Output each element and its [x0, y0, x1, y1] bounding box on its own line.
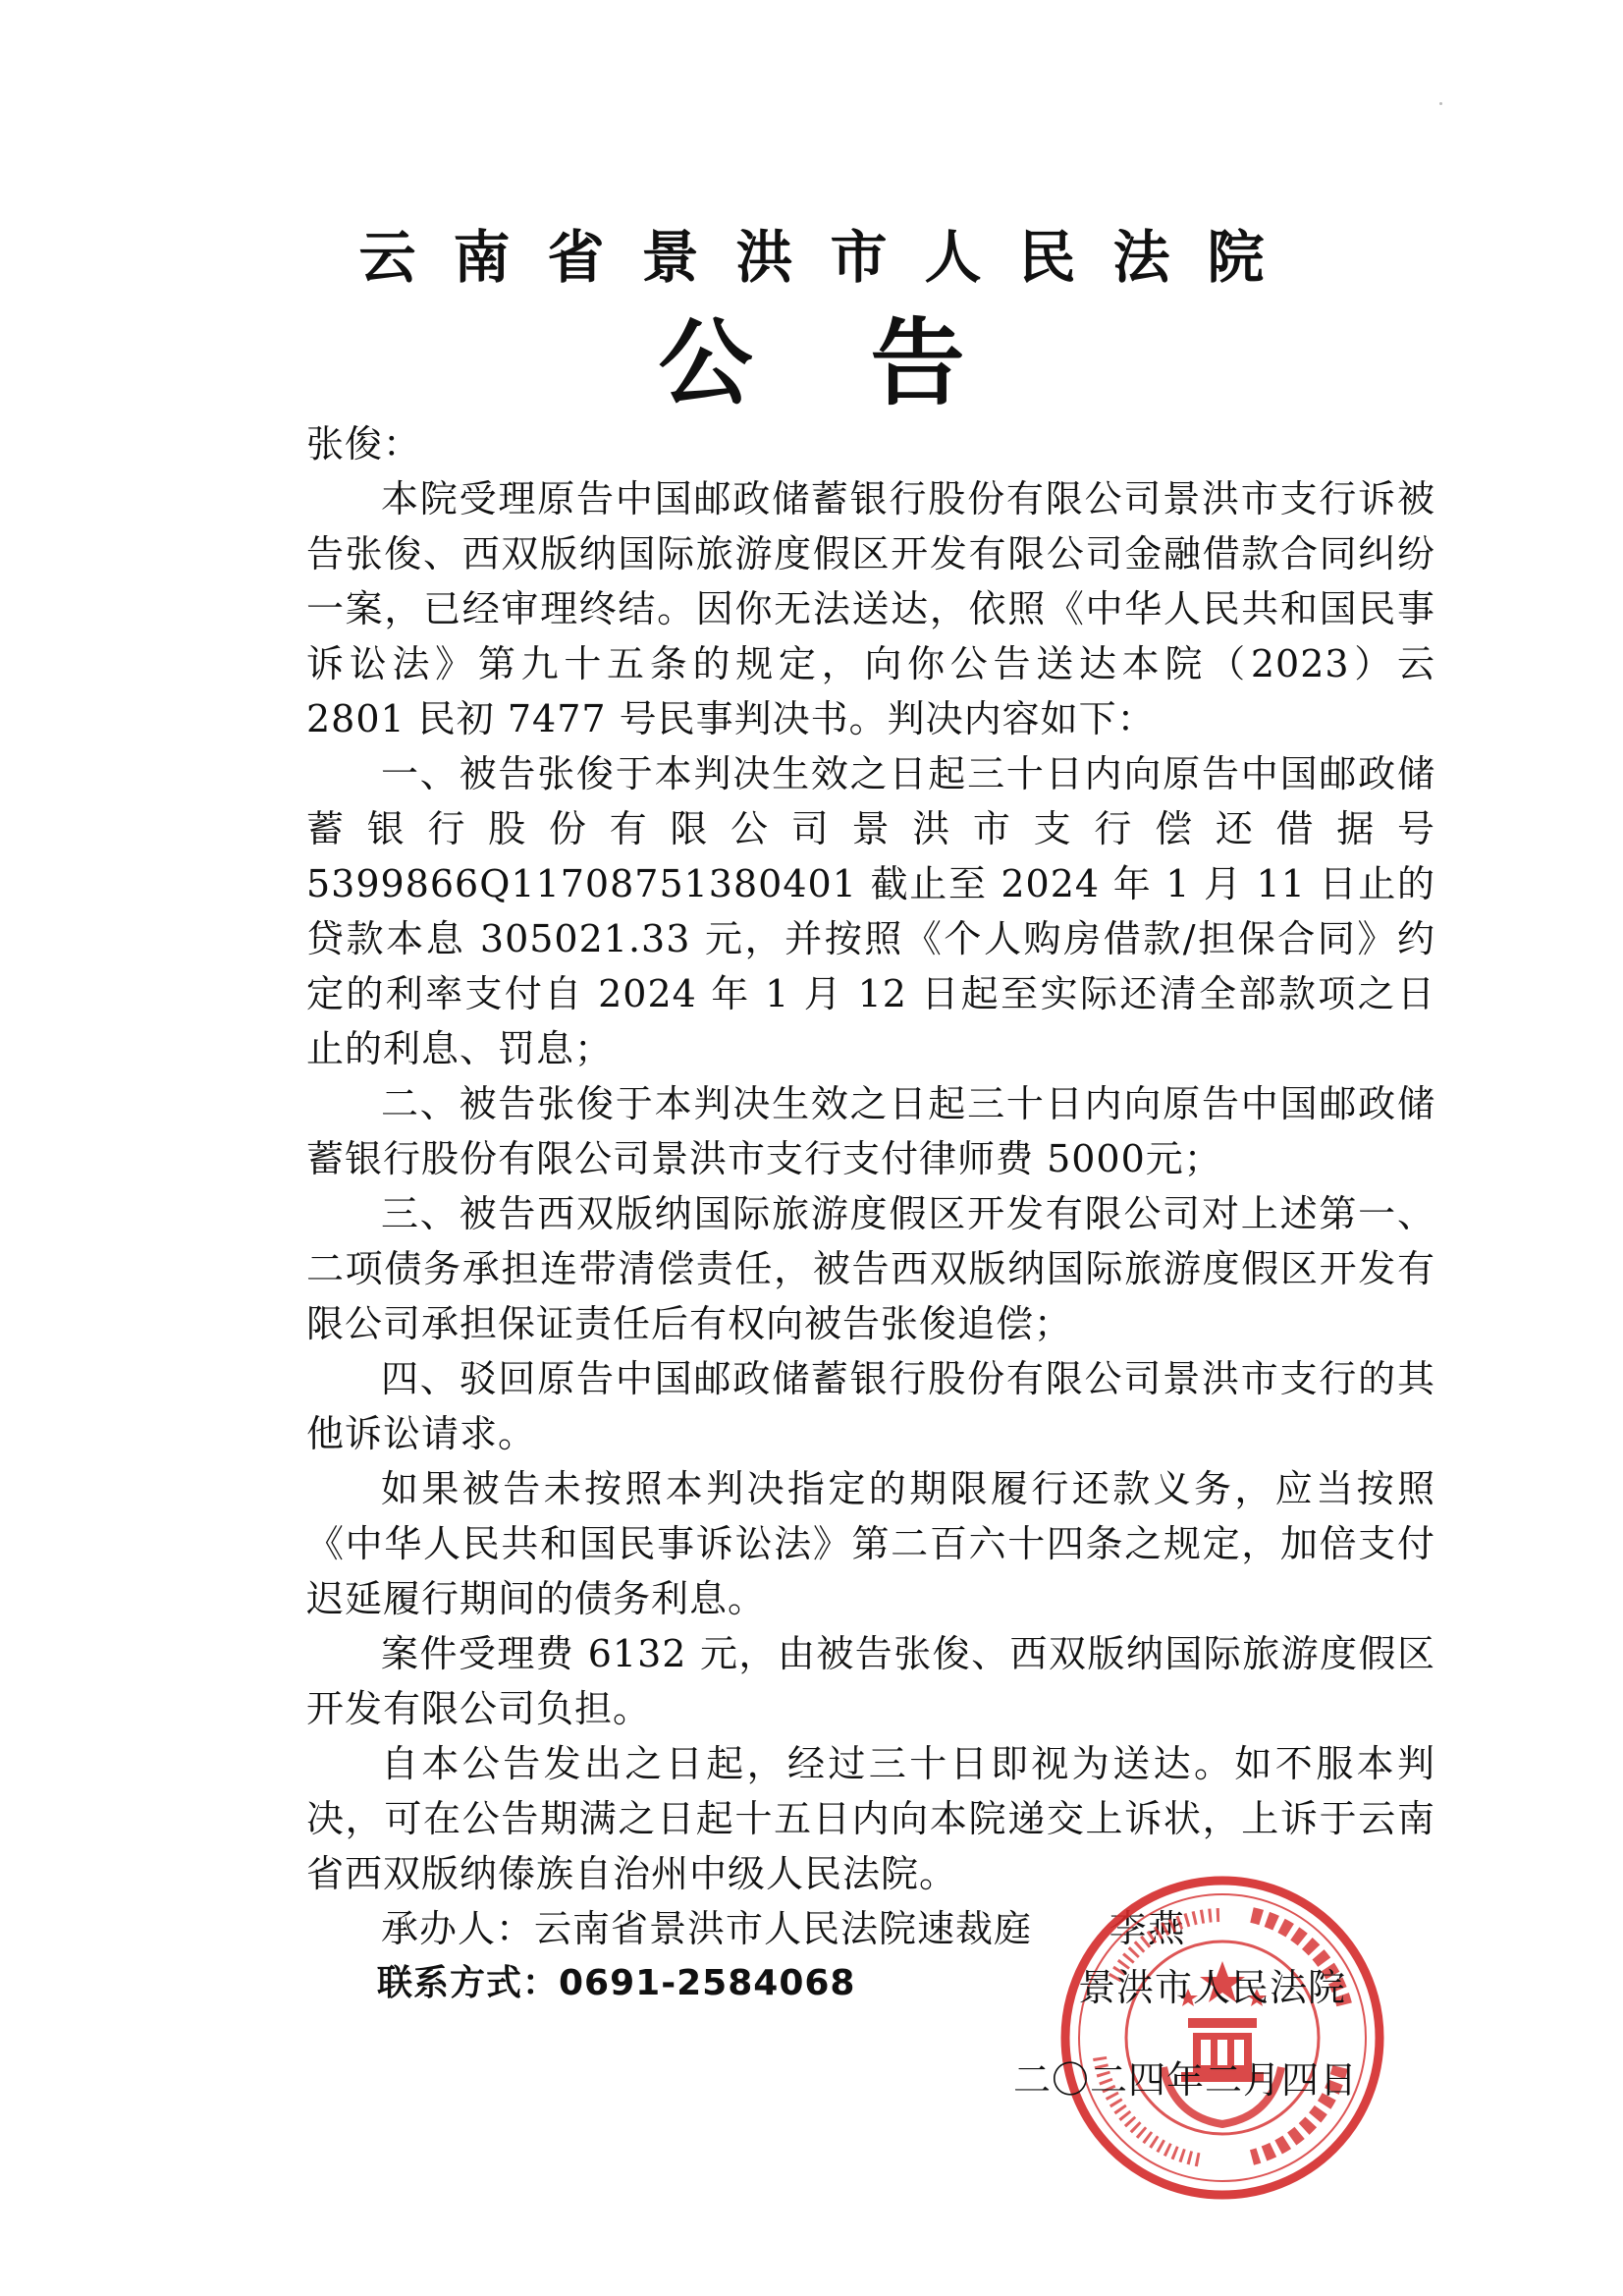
paragraph-judgment-item-3: 三、被告西双版纳国际旅游度假区开发有限公司对上述第一、二项债务承担连带清偿责任，被告西双版纳国际旅游度假区开发有限公司承担保证责任后有权向被告张俊追偿；	[306, 1192, 1435, 1345]
paragraph-judgment-item-2: 二、被告张俊于本判决生效之日起三十日内向原告中国邮政储蓄银行股份有限公司景洪市支行支付律师费 5000元；	[306, 1082, 1435, 1180]
paragraph-service-and-appeal: 自本公告发出之日起，经过三十日即视为送达。如不服本判决，可在公告期满之日起十五日内向本院递交上诉状，上诉于云南省西双版纳傣族自治州中级人民法院。	[306, 1742, 1435, 1895]
salutation: 张俊：	[306, 422, 422, 465]
notice-body	[306, 416, 1435, 2011]
paragraph-case-intro: 本院受理原告中国邮政储蓄银行股份有限公司景洪市支行诉被告张俊、西双版纳国际旅游度假区开发有限公司金融借款合同纠纷一案，已经审理终结。因你无法送达，依照《中华人民共和国民事诉讼法》第九十五条的规定，向你公告送达本院（2023）云 2801 民初 7477 号民事判决书。判决内容如下：	[306, 477, 1435, 740]
signature-court-name: 景洪市人民法院	[1078, 1966, 1347, 2009]
contact-line: 联系方式：0691-2584068	[377, 1963, 856, 2003]
paragraph-case-fee: 案件受理费 6132 元，由被告张俊、西双版纳国际旅游度假区开发有限公司负担。	[306, 1632, 1435, 1730]
paragraph-judgment-item-4: 四、驳回原告中国邮政储蓄银行股份有限公司景洪市支行的其他诉讼请求。	[306, 1357, 1435, 1455]
paragraph-late-interest: 如果被告未按照本判决指定的期限履行还款义务，应当按照《中华人民共和国民事诉讼法》第二百六十四条之规定，加倍支付迟延履行期间的债务利息。	[306, 1467, 1435, 1620]
document-type-heading: 公告	[658, 308, 1083, 418]
paragraph-judgment-item-1: 一、被告张俊于本判决生效之日起三十日内向原告中国邮政储蓄银行股份有限公司景洪市支行偿还借据号5399866Q11708751380401 截止至 2024 年 1 月 11 日止的贷款本息 305021.33 元，并按照《个人购房借款/担保合同》约定的利率支付自 2024 年 1 月 12 日起至实际还清全部款项之日止的利息、罚息；	[306, 752, 1435, 1070]
signature-date: 二〇二四年二月四日	[1013, 2058, 1359, 2102]
scan-speck	[1439, 102, 1442, 105]
court-seal-stamp	[1055, 1871, 1389, 2205]
handler-line: 承办人：云南省景洪市人民法院速裁庭 李燕	[381, 1907, 1186, 1950]
court-name-heading: 云南省景洪市人民法院	[358, 224, 1302, 291]
